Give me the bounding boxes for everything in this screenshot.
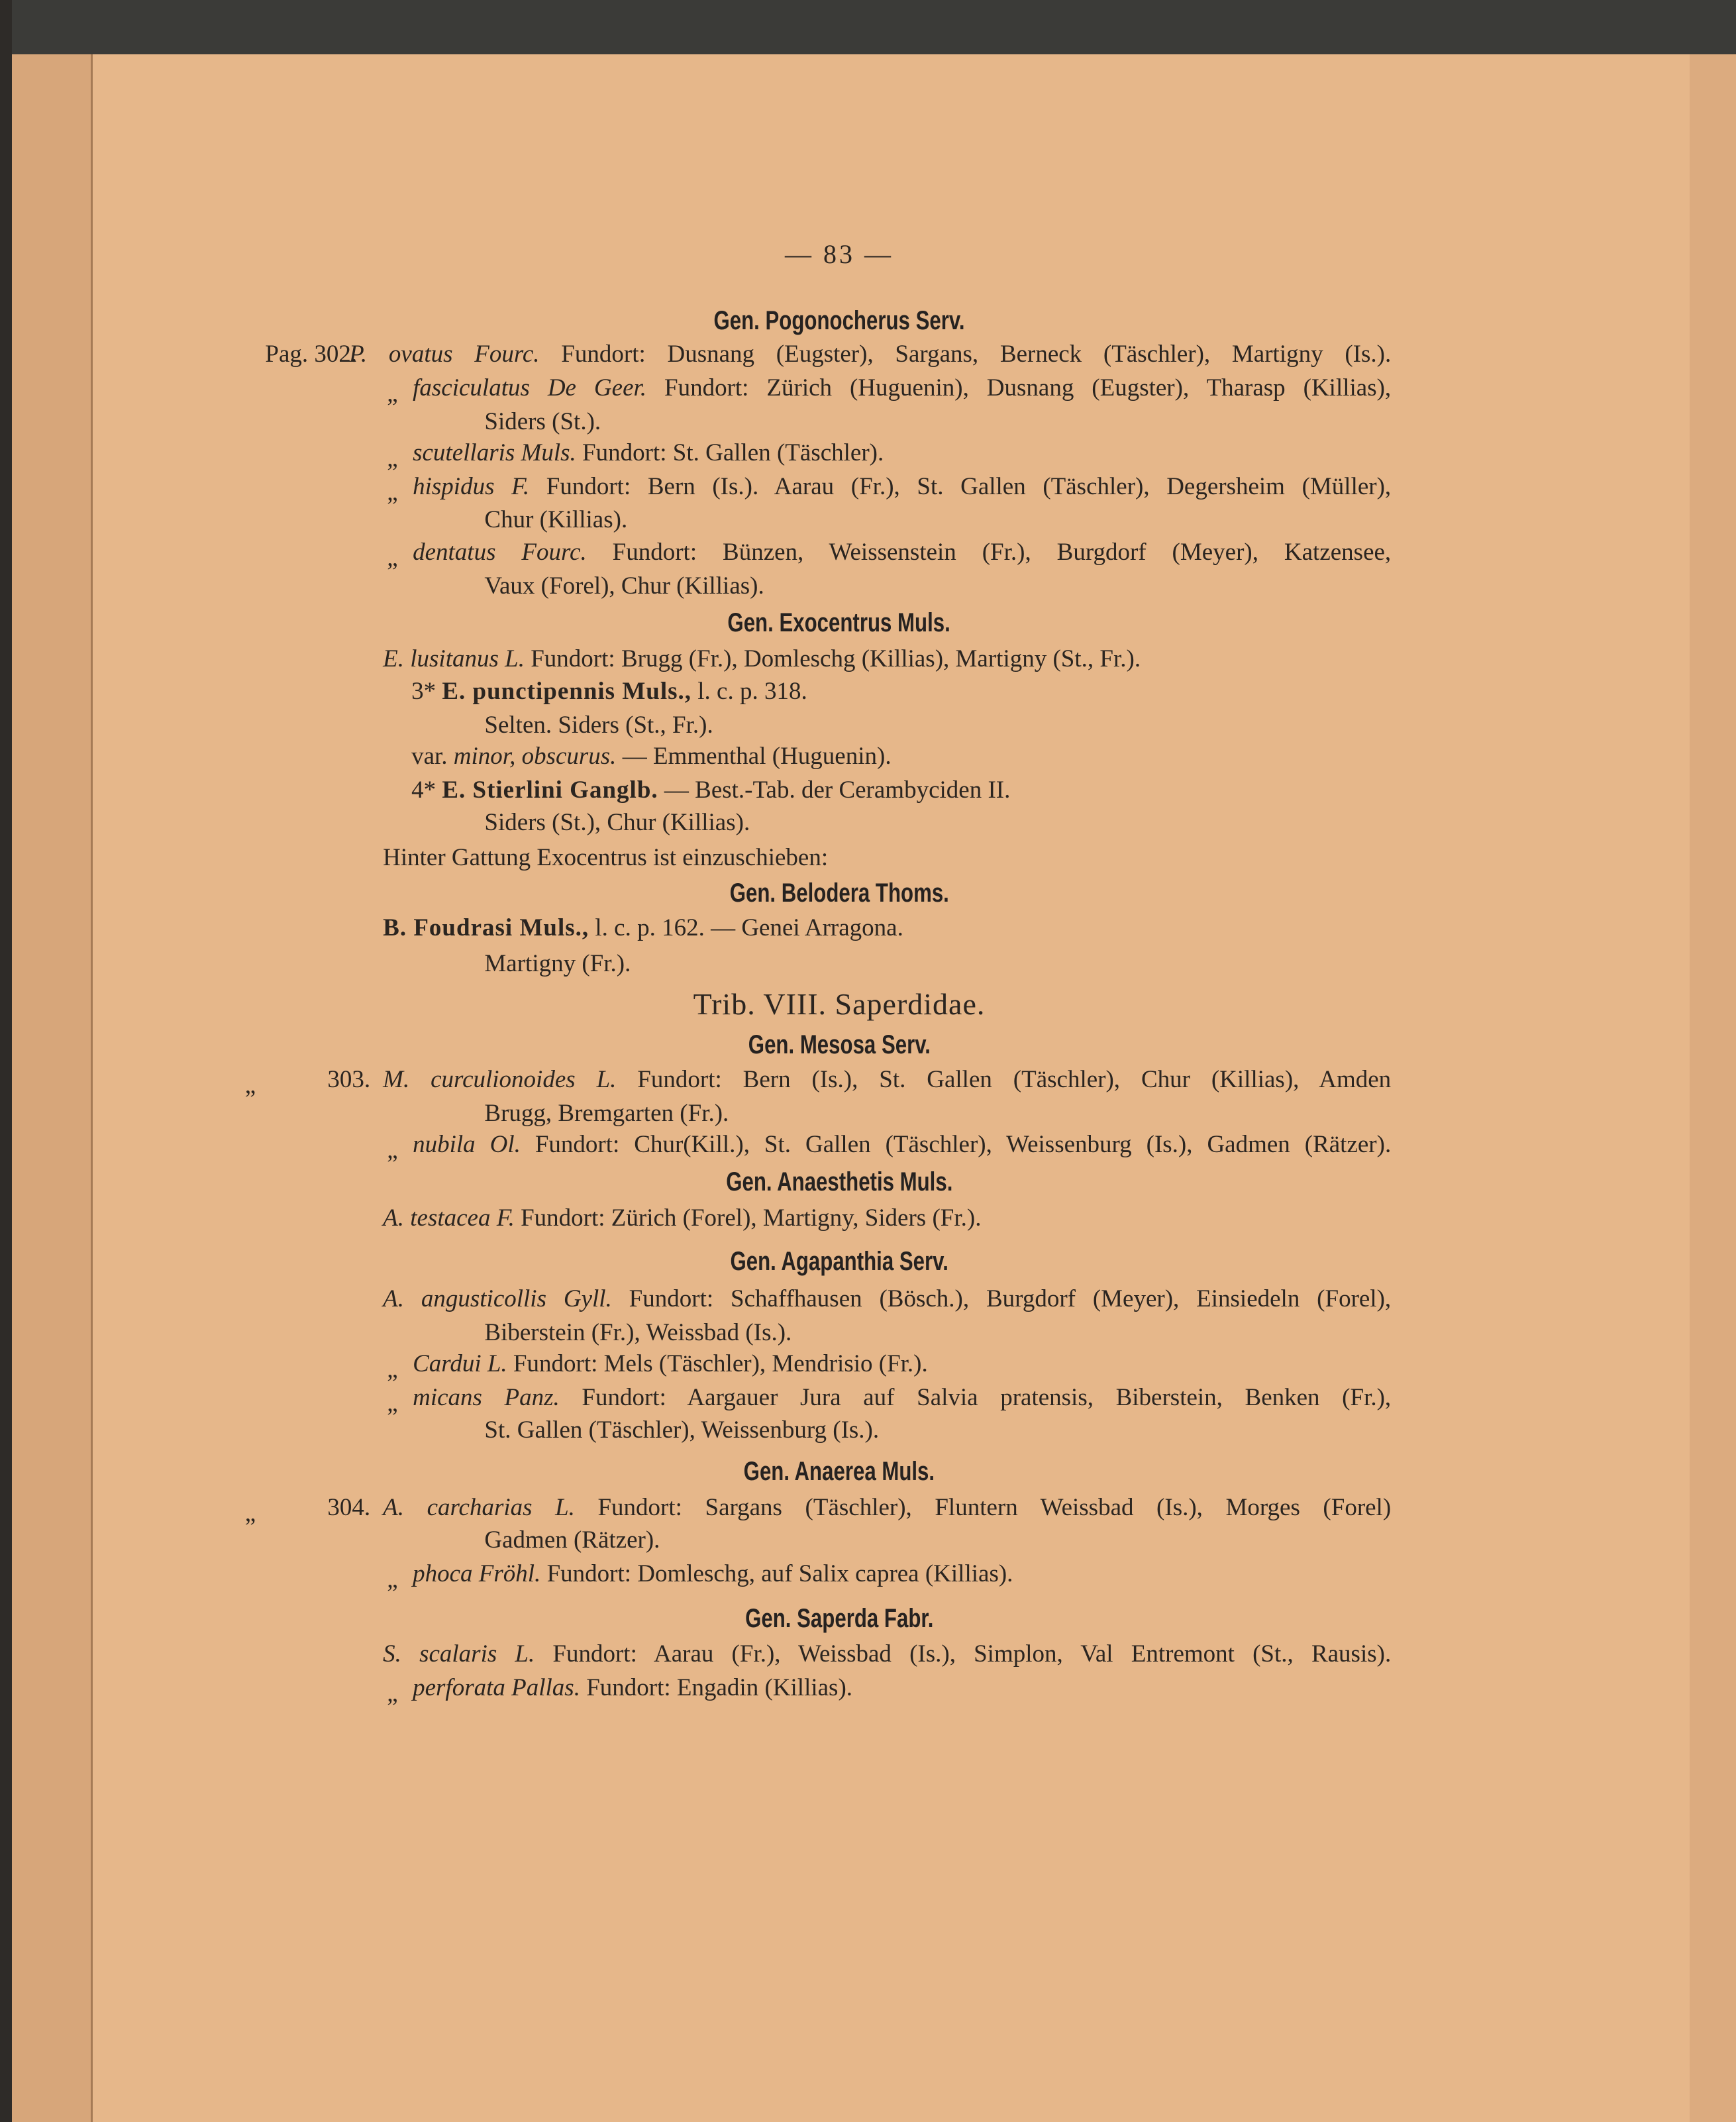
entry-line	[411, 675, 807, 708]
entry-text: Fundort: Schaffhausen (Bösch.), Burgdorf (Meyer), Einsiedeln (Forel),	[611, 1285, 1392, 1313]
entry-line	[484, 947, 631, 981]
entry-line	[413, 1381, 1391, 1414]
entry-text: Hinter Gattung Exocentrus ist einzuschieben:	[383, 844, 829, 872]
species-name: Cardui L.	[413, 1350, 507, 1378]
entry-line	[411, 774, 1010, 807]
entry-text: 4*	[411, 776, 442, 804]
ditto-mark: „	[387, 1390, 398, 1418]
facing-page-edge	[0, 54, 93, 2122]
entry-line	[484, 570, 764, 603]
entry-line	[484, 709, 713, 742]
species-name: dentatus Fourc.	[413, 538, 587, 566]
heading-text: Gen. Mesosa Serv.	[748, 1030, 931, 1060]
heading-text: Gen. Saperda Fabr.	[744, 1604, 934, 1634]
page-right-edge	[1690, 54, 1736, 2122]
entry-line	[484, 405, 601, 439]
entry-line	[484, 1414, 879, 1447]
genus-heading	[309, 1163, 1369, 1206]
heading-text: Gen. Agapanthia Serv.	[730, 1247, 948, 1277]
entry-line	[484, 806, 750, 839]
heading-text: Trib. VIII. Saperdidae.	[693, 986, 986, 1021]
heading-text: Gen. Belodera Thoms.	[729, 878, 949, 908]
entry-text: Vaux (Forel), Chur (Killias).	[484, 572, 764, 600]
entry-line	[413, 437, 884, 470]
entry-text: Siders (St.).	[484, 408, 601, 436]
entry-line	[383, 1491, 1391, 1524]
entry-text: 3*	[411, 677, 442, 705]
species-name: fasciculatus De Geer.	[413, 374, 647, 402]
entry-text: Fundort: Brugg (Fr.), Domleschg (Killias), Martigny (St., Fr.).	[524, 645, 1141, 672]
species-name: A. testacea F.	[383, 1204, 515, 1232]
entry-text: Biberstein (Fr.), Weissbad (Is.).	[484, 1319, 792, 1347]
entry-line	[484, 1524, 660, 1557]
entry-line	[383, 1283, 1391, 1316]
entry-line	[383, 643, 1141, 676]
entry-text: Fundort: Sargans (Täschler), Fluntern Weissbad (Is.), Morges (Forel)	[574, 1493, 1392, 1521]
ditto-mark: „	[387, 1137, 398, 1165]
ditto-mark: „	[387, 445, 398, 473]
entry-line	[383, 1638, 1391, 1671]
entry-text: — Emmenthal (Huguenin).	[616, 743, 892, 770]
entry-line	[383, 1202, 981, 1235]
entry-text: Fundort: Bern (Is.), St. Gallen (Täschler), Chur (Killias), Amden	[616, 1066, 1392, 1094]
page-reference: 304.	[327, 1493, 371, 1521]
species-name: P. ovatus Fourc.	[349, 341, 540, 368]
species-name: phoca Fröhl.	[413, 1560, 541, 1587]
entry-line	[411, 740, 892, 773]
entry-text: Fundort: Engadin (Killias).	[580, 1673, 853, 1701]
ditto-mark: „	[387, 479, 398, 507]
species-name: micans Panz.	[413, 1384, 560, 1412]
ditto-mark: „	[387, 380, 398, 408]
page-number: — 83 —	[785, 239, 894, 269]
heading-text: Gen. Anaerea Muls.	[743, 1456, 935, 1486]
entry-text: St. Gallen (Täschler), Weissenburg (Is.).	[484, 1416, 880, 1444]
entry-text: Brugg, Bremgarten (Fr.).	[484, 1100, 729, 1128]
entry-text: l. c. p. 162. — Genei Arragona.	[589, 914, 903, 942]
page-reference: Pag. 302.	[265, 341, 358, 368]
entry-text: Siders (St.), Chur (Killias).	[484, 809, 750, 837]
entry-text: Fundort: Mels (Täschler), Mendrisio (Fr.).	[507, 1350, 928, 1378]
entry-text: — Best.-Tab. der Cerambyciden II.	[658, 776, 1011, 804]
book-binding-edge	[0, 0, 12, 2122]
species-name: M. curculionoides L.	[383, 1066, 617, 1094]
ditto-mark: „	[387, 1566, 398, 1593]
entry-line	[413, 536, 1391, 569]
genus-heading	[309, 1453, 1369, 1496]
species-name: S. scalaris L.	[383, 1640, 535, 1668]
entry-line	[383, 841, 828, 875]
entry-text: Fundort: Dusnang (Eugster), Sargans, Berneck (Täschler), Martigny (Is.).	[539, 341, 1392, 368]
genus-heading	[309, 604, 1369, 647]
ditto-mark: „	[387, 1356, 398, 1384]
entry-line	[413, 470, 1391, 504]
species-name: E. lusitanus L.	[383, 645, 525, 672]
entry-text: Fundort: Zürich (Forel), Martigny, Siders (Fr.).	[514, 1204, 982, 1232]
entry-text: Fundort: Domleschg, auf Salix caprea (Killias).	[540, 1560, 1013, 1587]
entry-text: Fundort: Aarau (Fr.), Weissbad (Is.), Simplon, Val Entremont (St., Rausis).	[535, 1640, 1392, 1668]
species-name: scutellaris Muls.	[413, 439, 576, 467]
ditto-mark: „	[387, 1679, 398, 1707]
entry-text: l. c. p. 318.	[691, 677, 807, 705]
entry-line	[484, 504, 627, 537]
entry-line	[413, 372, 1391, 405]
scanner-top-border	[0, 0, 1736, 54]
entry-text: Fundort: Chur(Kill.), St. Gallen (Täschler), Weissenburg (Is.), Gadmen (Rätzer).	[520, 1131, 1392, 1159]
entry-text: var.	[411, 743, 454, 770]
heading-text: Gen. Pogonocherus Serv.	[713, 306, 965, 336]
entry-line	[413, 1128, 1391, 1161]
entry-text: Chur (Killias).	[484, 505, 628, 533]
new-species-name: B. Foudrasi Muls.,	[383, 914, 589, 942]
entry-text: Gadmen (Rätzer).	[484, 1526, 660, 1554]
entry-line	[484, 1316, 791, 1350]
entry-line	[413, 1348, 928, 1381]
entry-line	[484, 1097, 729, 1130]
species-name: A. carcharias L.	[383, 1493, 575, 1521]
entry-text: Fundort: Bern (Is.). Aarau (Fr.), St. Gallen (Täschler), Degersheim (Müller),	[529, 473, 1392, 501]
tribe-heading	[309, 984, 1369, 1024]
entry-text: Fundort: Zürich (Huguenin), Dusnang (Eugster), Tharasp (Killias),	[646, 374, 1392, 402]
entry-line	[413, 1671, 852, 1705]
species-name: minor, obscurus.	[453, 743, 617, 770]
species-name: A. angusticollis Gyll.	[383, 1285, 612, 1313]
new-species-name: E. Stierlini Ganglb.	[442, 776, 658, 804]
entry-line	[413, 1558, 1013, 1591]
new-species-name: E. punctipennis Muls.,	[442, 677, 692, 705]
heading-text: Gen. Anaesthetis Muls.	[725, 1167, 953, 1196]
entry-text: Fundort: Bünzen, Weissenstein (Fr.), Burgdorf (Meyer), Katzensee,	[586, 538, 1392, 566]
genus-heading	[309, 1243, 1369, 1286]
entry-line	[383, 912, 903, 945]
entry-line	[383, 1063, 1391, 1096]
species-name: nubila Ol.	[413, 1131, 521, 1159]
page-reference: 303.	[327, 1066, 371, 1094]
entry-text: Fundort: St. Gallen (Täschler).	[576, 439, 884, 467]
ditto-mark: „	[244, 1499, 256, 1527]
ditto-mark: „	[244, 1072, 256, 1100]
species-name: perforata Pallas.	[413, 1673, 580, 1701]
species-name: hispidus F.	[413, 473, 530, 501]
heading-text: Gen. Exocentrus Muls.	[727, 608, 951, 637]
entry-text: Martigny (Fr.).	[484, 949, 631, 977]
entry-text: Fundort: Aargauer Jura auf Salvia pratensis, Biberstein, Benken (Fr.),	[559, 1384, 1392, 1412]
ditto-mark: „	[387, 544, 398, 572]
entry-text: Selten. Siders (St., Fr.).	[484, 712, 713, 739]
entry-line	[349, 338, 1391, 371]
